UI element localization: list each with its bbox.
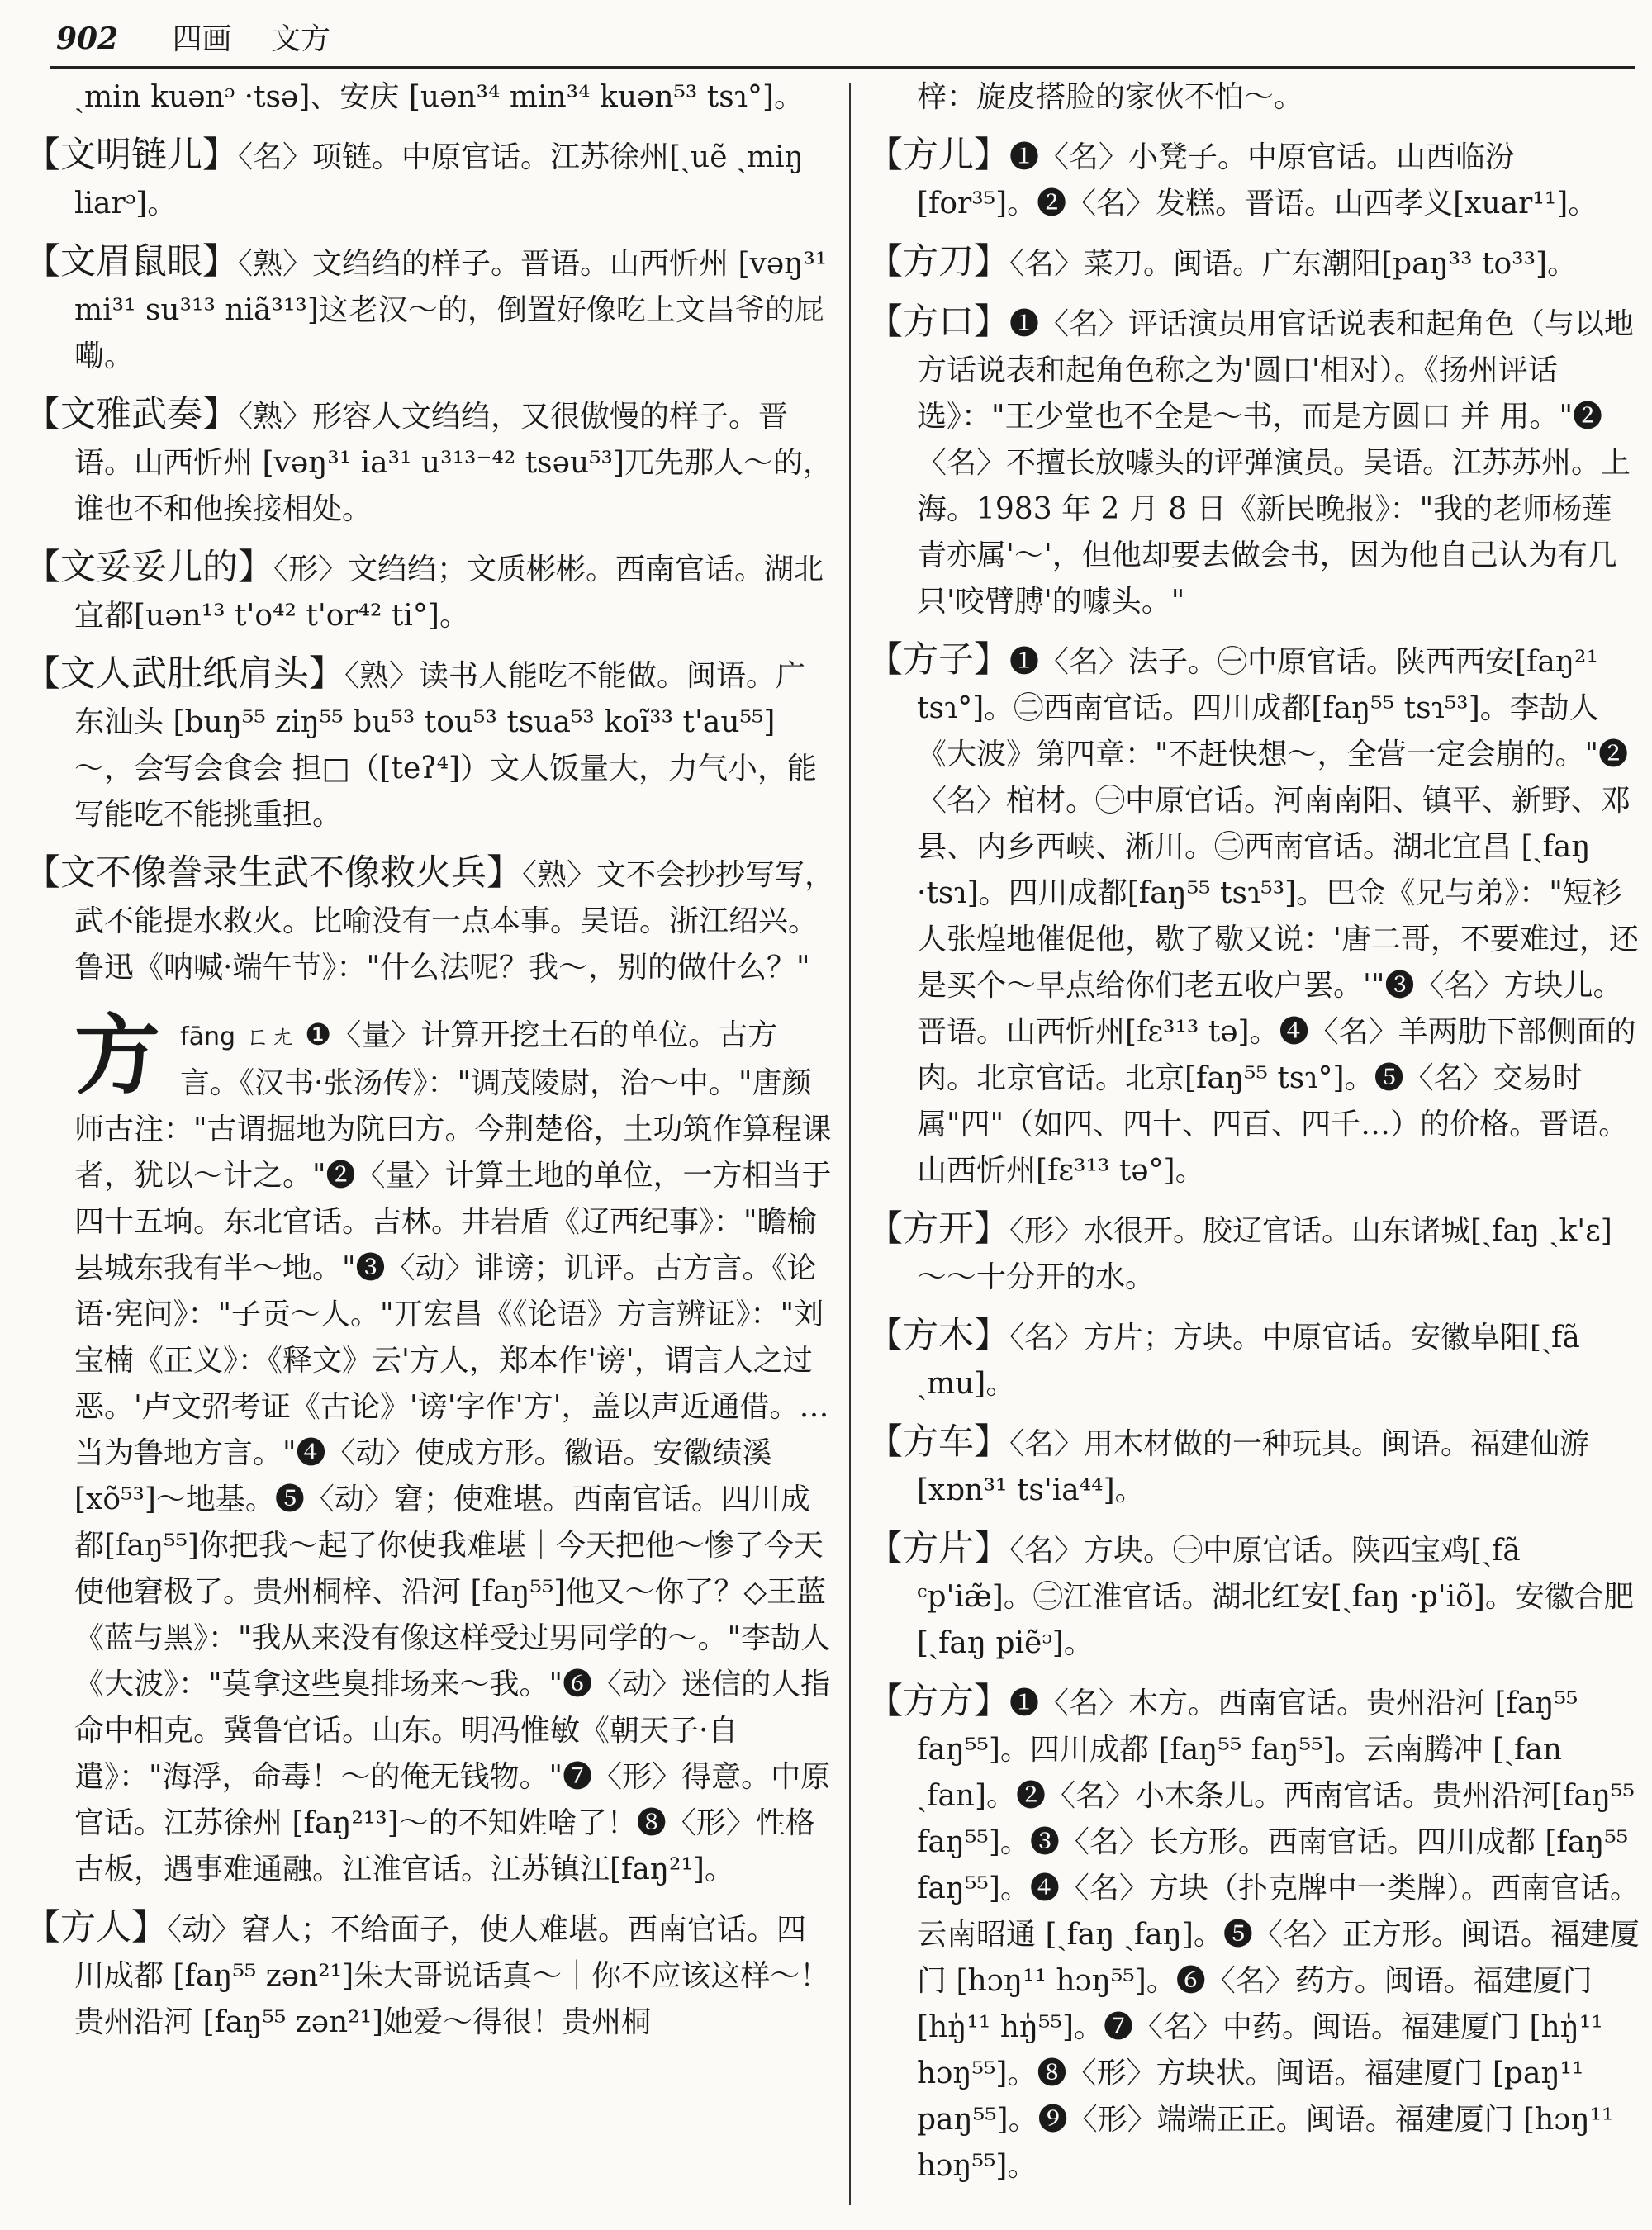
entry-headword: 【方子】	[867, 639, 1009, 681]
dictionary-entry	[867, 1419, 1640, 1514]
dictionary-entry	[867, 1678, 1640, 2190]
dictionary-entry	[867, 74, 1640, 121]
entry-text: 〈名〉菜刀。闽语。广东潮阳[paŋ³³ to³³]。	[1009, 247, 1578, 281]
dictionary-entry	[867, 299, 1640, 625]
entry-text: 〈名〉项链。中原官话。江苏徐州[ˏuẽ ˏmiŋ liarᵓ]。	[74, 140, 804, 221]
entry-headword: 【方方】	[867, 1681, 1009, 1722]
dictionary-entry	[867, 1525, 1640, 1667]
entry-text: 〈名〉用木材做的一种玩具。闽语。福建仙游 [xɒn³¹ ts'ia⁴⁴]。	[917, 1427, 1590, 1507]
entry-text: 梓：旋皮搭脸的家伙不怕～。	[917, 80, 1304, 114]
dictionary-entry	[25, 391, 834, 533]
entry-headword: 【文不像誊录生武不像救火兵】	[25, 852, 522, 894]
entry-headword: 【文眉鼠眼】	[25, 241, 238, 282]
dictionary-entry	[25, 239, 834, 380]
entry-text: ❶〈量〉计算开挖土石的单位。古方言。《汉书·张汤传》："调茂陵尉，治～中。"唐颜师古注："古谓掘地为阬曰方。今荆楚俗，土功筑作算程课者，犹以～计之。"❷〈量〉计算土地的单位，一方相当于四十五垧。东北官话。吉林。井岩盾《辽西纪事》："瞻榆县城东我有半～地。"❸〈动〉诽谤；讥评。古方言。《论语·宪问》："子贡～人。"丌宏昌《《论语》方言辨证》："刘宝楠《正义》：《释文》云'方人，郑本作'谤'，谓言人之过恶。'卢文弨考证《古论》'谤'字作'方'，盖以声近通借。…当为鲁地方言。"❹〈动〉使成方形。徽语。安徽绩溪[xõ⁵³]～地基。❺〈动〉窘；使难堪。西南官话。四川成都[faŋ⁵⁵]你把我～起了你使我难堪｜今天把他～惨了今天使他窘极了。贵州桐梓、沿河 [faŋ⁵⁵]他又～你了？◇王蓝《蓝与黑》："我从来没有像这样受过男同学的～。"李劼人《大波》："莫拿这些臭排场来～我。"❻〈动〉迷信的人指命中相克。冀鲁官话。山东。明冯惟敏《朝天子·自遣》："海浮，命毒！～的俺无钱物。"❼〈形〉得意。中原官话。江苏徐州 [faŋ²¹³]～的不知姓啥了！❽〈形〉性格古板，遇事难通融。江淮官话。江苏镇江[faŋ²¹]。	[74, 1018, 832, 1886]
dictionary-entry	[25, 544, 834, 639]
entry-text: 〈名〉方片；方块。中原官话。安徽阜阳[ˏfã ˏmu]。	[917, 1321, 1580, 1401]
entry-text: ❶〈名〉木方。西南官话。贵州沿河 [faŋ⁵⁵ faŋ⁵⁵]。四川成都 [faŋ⁵⁵ faŋ⁵⁵]。云南腾冲 [ˏfan ˏfan]。❷〈名〉小木条儿。西南官话。贵州沿河[faŋ⁵⁵ faŋ⁵⁵]。❸〈名〉长方形。西南官话。四川成都 [faŋ⁵⁵ faŋ⁵⁵]。❹〈名〉方块（扑克牌中一类牌）。西南官话。云南昭通 [ˏfaŋ ˏfaŋ]。❺〈名〉正方形。闽语。福建厦门 [hɔŋ¹¹ hɔŋ⁵⁵]。❻〈名〉药方。闽语。福建厦门 [hŋ̍¹¹ hŋ̍⁵⁵]。❼〈名〉中药。闽语。福建厦门 [hŋ̍¹¹ hɔŋ⁵⁵]。❽〈形〉方块状。闽语。福建厦门 [paŋ¹¹ paŋ⁵⁵]。❾〈形〉端端正正。闽语。福建厦门 [hɔŋ¹¹ hɔŋ⁵⁵]。	[917, 1687, 1640, 2183]
entry-text: 〈名〉方块。㊀中原官话。陕西宝鸡[ˏfã ᶜp'iæ̃]。㊁江淮官话。湖北红安[ˏfaŋ ·p'iõ]。安徽合肥[ˏfaŋ piẽᵓ]。	[917, 1534, 1634, 1660]
entry-headword: 【方木】	[867, 1315, 1009, 1356]
entry-text: 〈熟〉读书人能吃不能做。闽语。广东汕头 [buŋ⁵⁵ ziŋ⁵⁵ bu⁵³ tou⁵³ tsua⁵³ koĩ³³ t'au⁵⁵]～，会写会食会 担□（[teʔ⁴]）文人饭量大，力气小，能写能吃不能挑重担。	[74, 659, 818, 832]
dictionary-entry	[25, 651, 834, 838]
entry-range: 文方	[271, 22, 331, 56]
left-column	[25, 74, 834, 2213]
entry-headword: 【文妥妥儿的】	[25, 547, 273, 588]
entry-text: ❶〈名〉法子。㊀中原官话。陕西西安[faŋ²¹ tsɿ°]。㊁西南官话。四川成都[faŋ⁵⁵ tsɿ⁵³]。李劼人《大波》第四章："不赶快想～，全营一定会崩的。"❷〈名〉棺材。㊀中原官话。河南南阳、镇平、新野、邓县、内乡西峡、淅川。㊁西南官话。湖北宜昌 [ˏfaŋ ·tsɿ]。四川成都[faŋ⁵⁵ tsɿ⁵³]。巴金《兄与弟》："短衫人张煌地催促他，歇了歇又说：'唐二哥，不要难过，还是买个～早点给你们老五收户罢。'"❸〈名〉方块儿。晋语。山西忻州[fɛ³¹³ tə]。❹〈名〉羊两肋下部侧面的肉。北京官话。北京[faŋ⁵⁵ tsɿ°]。❺〈名〉交易时属"四"（如四、四十、四百、四千…）的价格。晋语。山西忻州[fɛ³¹³ tə°]。	[917, 645, 1639, 1188]
dictionary-entry	[867, 239, 1640, 287]
dictionary-entry	[867, 1206, 1640, 1301]
head-character-entry	[25, 1004, 834, 1893]
entry-headword: 【方人】	[25, 1907, 167, 1948]
entry-headword: 【方刀】	[867, 241, 1009, 282]
dictionary-entry	[867, 637, 1640, 1194]
entry-headword: 【方车】	[867, 1421, 1009, 1463]
dictionary-entry	[25, 132, 834, 227]
entry-text: 〈形〉文绉绉；文质彬彬。西南官话。湖北宜都[uən¹³ t'o⁴² t'or⁴² ti°]。	[74, 553, 824, 633]
entry-text: 〈熟〉文不会抄抄写写，武不能提水救火。比喻没有一点本事。吴语。浙江绍兴。鲁迅《呐喊·端午节》："什么法呢？我～，别的做什么？"	[74, 858, 834, 985]
entry-headword: 【文雅武奏】	[25, 394, 238, 435]
right-column	[867, 74, 1640, 2213]
entry-text: ˏmin kuənᵓ ·tsə]、安庆 [uən³⁴ min³⁴ kuən⁵³ tsɿ°]。	[74, 80, 805, 114]
entry-text: ❶〈名〉评话演员用官话说表和起角色（与以地方话说表和起角色称之为'圆口'相对）。《扬州评话选》："王少堂也不全是～书，而是方圆口 并 用。"❷〈名〉不擅长放噱头的评弹演员。吴语。江苏苏州。上海。1983 年 2 月 8 日《新民晚报》："我的老师杨莲青亦属'～'，但他却要去做会书，因为他自己认为有几只'咬臂膊'的噱头。"	[917, 307, 1635, 619]
header-rule	[50, 66, 1635, 69]
zhuyin: ㄈㄤ	[245, 1022, 296, 1051]
entry-text: 〈熟〉形容人文绉绉，又很傲慢的样子。晋语。山西忻州 [vəŋ³¹ ia³¹ u³¹³⁻⁴² tsəu⁵³]兀先那人～的，谁也不和他挨接相处。	[74, 400, 833, 526]
entry-headword: 【方片】	[867, 1528, 1009, 1569]
entry-text: 〈动〉窘人；不给面子，使人难堪。西南官话。四川成都 [faŋ⁵⁵ zən²¹]朱大哥说话真～｜你不应该这样～！贵州沿河 [faŋ⁵⁵ zən²¹]她爱～得很！贵州桐	[74, 1913, 830, 2039]
entry-headword: 【文人武肚纸肩头】	[25, 653, 344, 695]
page-number: 902	[56, 21, 119, 56]
entry-text: 〈形〉水很开。胶辽官话。山东诸城[ˏfaŋ ˏk'ɛ] ～～十分开的水。	[917, 1214, 1612, 1294]
dictionary-entry	[25, 850, 834, 991]
dictionary-entry	[25, 74, 834, 121]
entry-text: ❶〈名〉小凳子。中原官话。山西临汾 [for³⁵]。❷〈名〉发糕。晋语。山西孝义[xuar¹¹]。	[917, 140, 1598, 221]
head-character: 方	[74, 1004, 161, 1106]
dictionary-entry	[867, 132, 1640, 227]
entry-headword: 【方口】	[867, 301, 1009, 343]
section-label: 四画	[172, 22, 232, 56]
entry-text: 〈熟〉文绉绉的样子。晋语。山西忻州 [vəŋ³¹ mi³¹ su³¹³ niã³¹³]这老汉～的，倒置好像吃上文昌爷的屁嘞。	[74, 247, 828, 373]
entry-headword: 【方开】	[867, 1208, 1009, 1250]
entry-headword: 【方儿】	[867, 135, 1009, 176]
dictionary-entry	[867, 1312, 1640, 1407]
dictionary-entry	[25, 1905, 834, 2046]
entry-headword: 【文明链儿】	[25, 135, 238, 176]
page-header	[56, 15, 1626, 63]
pinyin: fāng	[180, 1022, 236, 1051]
column-divider	[849, 83, 851, 2205]
